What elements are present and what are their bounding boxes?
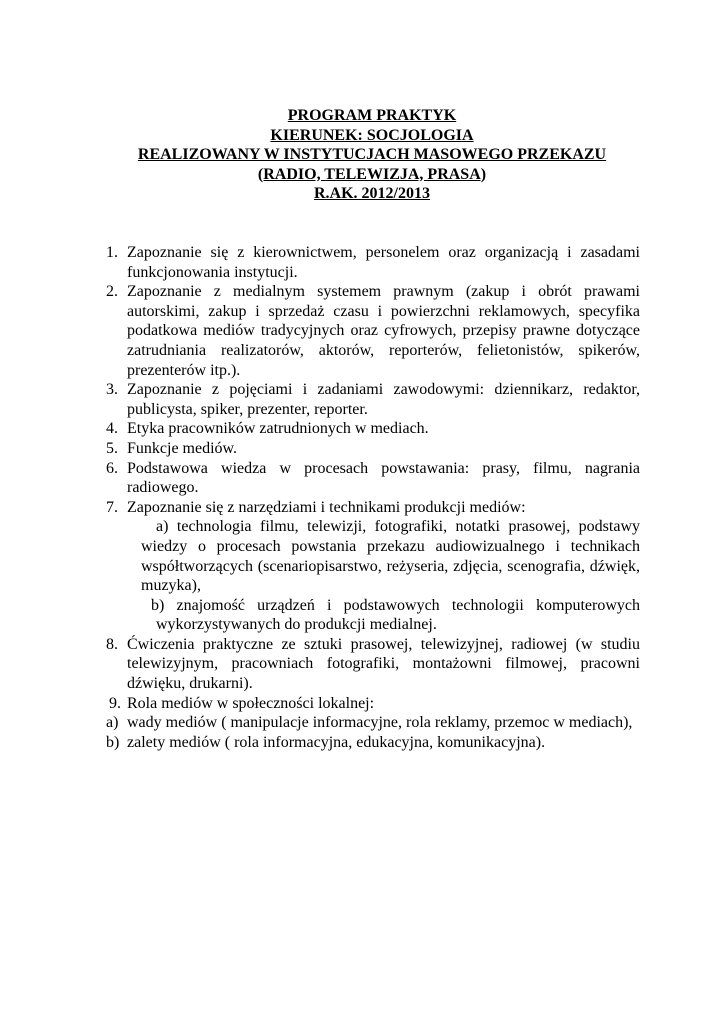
sub-item-text: b) znajomość urządzeń i podstawowych technologii komputerowych wykorzystywanych do produkcji medialnej. bbox=[151, 596, 640, 634]
list-item-number: 4. bbox=[106, 420, 118, 438]
list-item-number: 6. bbox=[106, 459, 118, 477]
list-item-text: Funkcje mediów. bbox=[127, 439, 238, 457]
list-item-number: 5. bbox=[106, 439, 118, 457]
list-item-text: zalety mediów ( rola informacyjna, edukacyjna, komunikacyjna). bbox=[127, 733, 546, 751]
list-item bbox=[106, 243, 640, 282]
sub-item-7b bbox=[106, 596, 640, 635]
program-list bbox=[106, 243, 640, 752]
sub-item-7a bbox=[106, 517, 640, 595]
list-item-number: 2. bbox=[106, 283, 118, 301]
list-item-number: 7. bbox=[106, 498, 118, 516]
list-item-text: wady mediów ( manipulacje informacyjne, rola reklamy, przemoc w mediach), bbox=[127, 714, 633, 732]
list-item-text: Zapoznanie się z narzędziami i technikami produkcji mediów: bbox=[127, 498, 526, 516]
list-item bbox=[106, 282, 640, 380]
list-item bbox=[106, 635, 640, 694]
list-item-text: Rola mediów w społeczności lokalnej: bbox=[127, 694, 375, 712]
document-header bbox=[0, 106, 724, 204]
list-item bbox=[106, 694, 640, 714]
list-item bbox=[106, 419, 640, 439]
sub-item-text: a) technologia filmu, telewizji, fotografiki, notatki prasowej, podstawy wiedzy o procesach powstania przekazu audiowizualnego i technikach współtworzących (scenariopisarstwo, reżyseria, zdjęcia, scenografia, dźwięk, muzyka), bbox=[141, 518, 640, 595]
list-item bbox=[106, 713, 640, 733]
list-item-text: Podstawowa wiedza w procesach powstawania: prasy, filmu, nagrania radiowego. bbox=[127, 459, 640, 497]
list-item bbox=[106, 380, 640, 419]
list-item-text: Zapoznanie z pojęciami i zadaniami zawodowymi: dziennikarz, redaktor, publicysta, spiker, prezenter, reporter. bbox=[127, 381, 640, 418]
header-academic-year: R.AK. 2012/2013 bbox=[314, 185, 430, 202]
list-item-text: Etyka pracowników zatrudnionych w mediach. bbox=[127, 420, 429, 438]
list-item bbox=[106, 498, 640, 518]
list-item-number: 8. bbox=[106, 635, 118, 653]
list-item-number: 9. bbox=[109, 694, 121, 712]
list-item bbox=[106, 439, 640, 459]
list-item-text: Zapoznanie z medialnym systemem prawnym (zakup i obrót prawami autorskimi, zakup i sprzedaż czasu i powierzchni reklamowych, specyfika podatkowa mediów tradycyjnych oraz cyfrowych, przepisy prawne dotyczące zatrudniania realizatorów, aktorów, reporterów, felietonistów, spikerów, prezenterów itp.). bbox=[127, 283, 640, 379]
list-item-text: Ćwiczenia praktyczne ze sztuki prasowej, telewizyjnej, radiowej (w studiu telewizyjnym, pracowniach fotografiki, montażowni filmowej, pracowni dźwięku, drukarni). bbox=[127, 635, 640, 693]
list-item-number: 1. bbox=[106, 244, 118, 261]
header-field-of-study: KIERUNEK: SOCJOLOGIA bbox=[270, 126, 474, 144]
list-item-text: Zapoznanie się z kierownictwem, personelem oraz organizacją i zasadami funkcjonowania instytucji. bbox=[127, 244, 640, 281]
header-title: PROGRAM PRAKTYK bbox=[287, 107, 457, 124]
list-item bbox=[106, 459, 640, 498]
list-item-number: 3. bbox=[106, 381, 118, 399]
header-institutions: REALIZOWANY W INSTYTUCJACH MASOWEGO PRZEKAZU bbox=[137, 146, 607, 163]
list-item bbox=[106, 733, 640, 753]
header-media-types: (RADIO, TELEWIZJA, PRASA) bbox=[257, 165, 487, 183]
list-item-letter: a) bbox=[106, 714, 119, 732]
list-item-letter: b) bbox=[106, 733, 120, 751]
